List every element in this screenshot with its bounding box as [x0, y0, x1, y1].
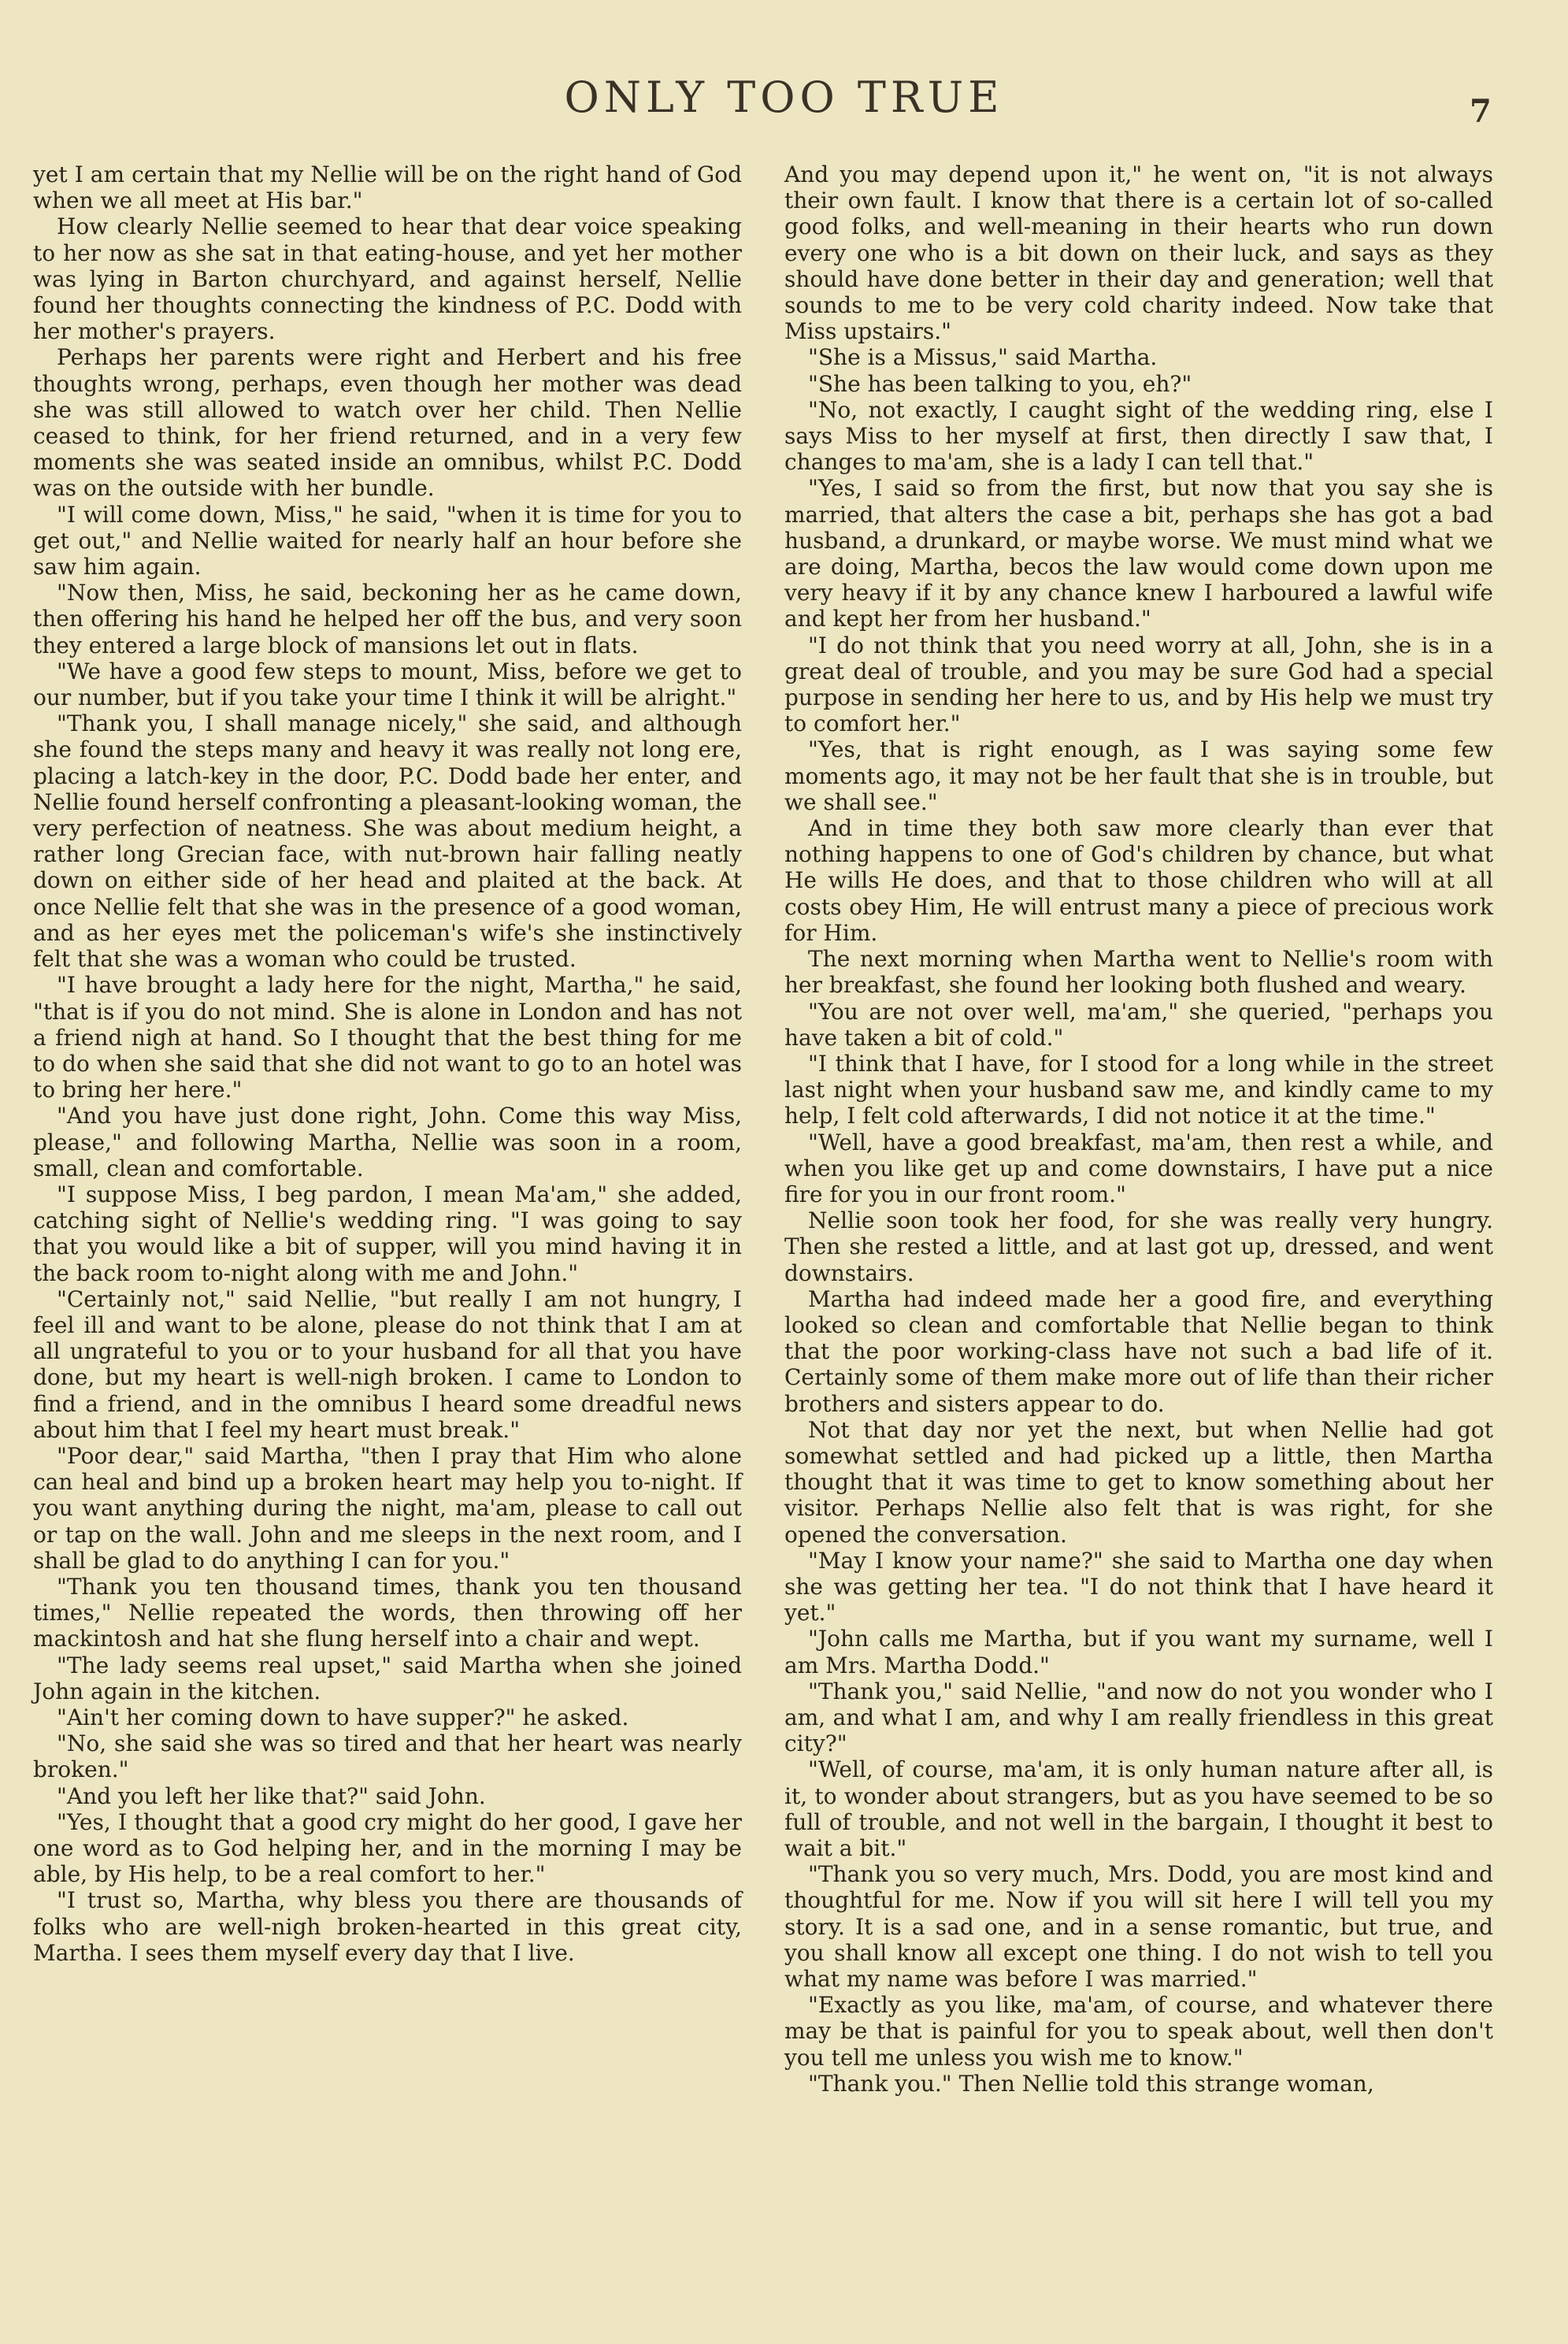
paragraph: "Thank you, I shall manage nicely," she said, and although she found the steps many and heavy it was really not long ere, placing a latch-key in the door, P.C. Dodd bade her enter, and Nellie found herself confronting a pleasant-looking woman, the very perfection of neatness. She was about medium height, a rather long Grecian face, with nut-brown hair falling neatly down on either side of her head and plaited at the back. At once Nellie felt that she was in the presence of a good woman, and as her eyes met the policeman's wife's she instinctively felt that she was a woman who could be trusted.	[33, 710, 742, 973]
paragraph: "You are not over well, ma'am," she queried, "perhaps you have taken a bit of cold."	[784, 998, 1493, 1051]
paragraph: "Exactly as you like, ma'am, of course, and whatever there may be that is painful for you to speak about, well then don't you tell me unless you wish me to know."	[784, 1992, 1493, 2071]
paragraph: "I do not think that you need worry at all, John, she is in a great deal of trouble, and you may be sure God had a special purpose in sending her here to us, and by His help we must try to comfort her."	[784, 632, 1493, 737]
paragraph: Martha had indeed made her a good fire, and everything looked so clean and comfortable that Nellie began to think that the poor working-class have not such a bad life of it. Certainly some of them make more out of life than their richer brothers and sisters appear to do.	[784, 1285, 1493, 1417]
paragraph: "And you have just done right, John. Come this way Miss, please," and following Martha, Nellie was soon in a room, small, clean and comfortable.	[33, 1103, 742, 1181]
paragraph: "May I know your name?" she said to Martha one day when she was getting her tea. "I do not think that I have heard it yet."	[784, 1547, 1493, 1626]
paragraph: "The lady seems real upset," said Martha when she joined John again in the kitchen.	[33, 1652, 742, 1704]
paragraph: "John calls me Martha, but if you want my surname, well I am Mrs. Martha Dodd."	[784, 1626, 1493, 1678]
paragraph: "I trust so, Martha, why bless you there are thousands of folks who are well-nigh broken-hearted in this great city, Martha. I sees them myself every day that I live.	[33, 1887, 742, 1966]
paragraph: yet I am certain that my Nellie will be on the right hand of God when we all meet at His bar."	[33, 161, 742, 214]
paragraph: "Yes, that is right enough, as I was saying some few moments ago, it may not be her fault that she is in trouble, but we shall see."	[784, 736, 1493, 815]
paragraph: And you may depend upon it," he went on, "it is not always their own fault. I know that there is a certain lot of so-called good folks, and well-meaning in their hearts who run down every one who is a bit down on their luck, and says as they should have done better in their day and generation; well that sounds to me to be very cold charity indeed. Now take that Miss upstairs."	[784, 161, 1493, 345]
paragraph: "I think that I have, for I stood for a long while in the street last night when your husband saw me, and kindly came to my help, I felt cold afterwards, I did not notice it at the time."	[784, 1050, 1493, 1129]
paragraph: "I will come down, Miss," he said, "when it is time for you to get out," and Nellie waited for nearly half an hour before she saw him again.	[33, 501, 742, 580]
paragraph: "Well, of course, ma'am, it is only human nature after all, is it, to wonder about strangers, but as you have seemed to be so full of trouble, and not well in the bargain, I thought it best to wait a bit."	[784, 1756, 1493, 1861]
paragraph: The next morning when Martha went to Nellie's room with her breakfast, she found her looking both flushed and weary.	[784, 946, 1493, 999]
paragraph: "And you left her like that?" said John.	[57, 1782, 486, 1809]
paragraph: And in time they both saw more clearly than ever that nothing happens to one of God's children by chance, but what He wills He does, and that to those children who will at all costs obey Him, He will entrust many a piece of precious work for Him.	[784, 815, 1493, 946]
paragraph: "No, not exactly, I caught sight of the wedding ring, else I says Miss to her myself at first, then directly I saw that, I changes to ma'am, she is a lady I can tell that."	[784, 396, 1493, 476]
paragraph: "No, she said she was so tired and that her heart was nearly broken."	[33, 1730, 742, 1783]
paragraph: "Yes, I thought that a good cry might do her good, I gave her one word as to God helping her, and in the morning I may be able, by His help, to be a real comfort to her."	[33, 1808, 742, 1888]
paragraph: "She has been talking to you, eh?"	[808, 370, 1192, 397]
page-number: 7	[1470, 93, 1492, 130]
paragraph: Perhaps her parents were right and Herbert and his free thoughts wrong, perhaps, even though her mother was dead she was still allowed to watch over her child. Then Nellie ceased to think, for her friend returned, and in a very few moments she was seated inside an omnibus, whilst P.C. Dodd was on the outside with her bundle.	[33, 344, 742, 502]
paragraph: Nellie soon took her food, for she was really very hungry. Then she rested a little, and at last got up, dressed, and went downstairs.	[784, 1207, 1493, 1286]
paragraph: How clearly Nellie seemed to hear that dear voice speaking to her now as she sat in that eating-house, and yet her mother was lying in Barton churchyard, and against herself, Nellie found her thoughts connecting the kindness of P.C. Dodd with her mother's prayers.	[33, 213, 742, 345]
paragraph: "Thank you." Then Nellie told this strange woman,	[808, 2070, 1374, 2097]
paragraph: "We have a good few steps to mount, Miss, before we get to our number, but if you take your time I think it will be alright."	[33, 658, 742, 711]
paragraph: Not that day nor yet the next, but when Nellie had got somewhat settled and had picked up a little, then Martha thought that it was time to get to know something about her visitor. Perhaps Nellie also felt that is was right, for she opened the conversation.	[784, 1416, 1493, 1548]
paragraph: "Thank you," said Nellie, "and now do not you wonder who I am, and what I am, and why I am really friendless in this great city?"	[784, 1678, 1493, 1757]
paragraph: "Yes, I said so from the first, but now that you say she is married, that alters the case a bit, perhaps she has got a bad husband, a drunkard, or maybe worse. We must mind what we are doing, Martha, becos the law would come down upon me very heavy if it by any chance knew I harboured a lawful wife and kept her from her husband."	[784, 475, 1493, 632]
right-column	[784, 161, 1493, 2097]
paragraph: "Poor dear," said Martha, "then I pray that Him who alone can heal and bind up a broken heart may help you to-night. If you want anything during the night, ma'am, please to call out or tap on the wall. John and me sleeps in the next room, and I shall be glad to do anything I can for you."	[33, 1442, 742, 1574]
paragraph: "I suppose Miss, I beg pardon, I mean Ma'am," she added, catching sight of Nellie's wedding ring. "I was going to say that you would like a bit of supper, will you mind having it in the back room to-night along with me and John."	[33, 1181, 742, 1286]
paragraph: "Certainly not," said Nellie, "but really I am not hungry, I feel ill and want to be alone, please do not think that I am at all ungrateful to you or to your husband for all that you have done, but my heart is well-nigh broken. I came to London to find a friend, and in the omnibus I heard some dreadful news about him that I feel my heart must break."	[33, 1285, 742, 1443]
paragraph: "Thank you ten thousand times, thank you ten thousand times," Nellie repeated the words, then throwing off her mackintosh and hat she flung herself into a chair and wept.	[33, 1573, 742, 1652]
paragraph: "Well, have a good breakfast, ma'am, then rest a while, and when you like get up and come downstairs, I have put a nice fire for you in our front room."	[784, 1129, 1493, 1207]
left-column	[33, 161, 742, 1966]
paragraph: "I have brought a lady here for the night, Martha," he said, "that is if you do not mind. She is alone in London and has not a friend nigh at hand. So I thought that the best thing for me to do when she said that she did not want to go to an hotel was to bring her here."	[33, 972, 742, 1103]
running-head-title: ONLY TOO TRUE	[564, 72, 1004, 122]
paragraph: "She is a Missus," said Martha.	[808, 344, 1158, 371]
paragraph: "Now then, Miss, he said, beckoning her as he came down, then offering his hand he helped her off the bus, and very soon they entered a large block of mansions let out in flats.	[33, 580, 742, 658]
paragraph: "Thank you so very much, Mrs. Dodd, you are most kind and thoughtful for me. Now if you will sit here I will tell you my story. It is a sad one, and in a sense romantic, but true, and you shall know all except one thing. I do not wish to tell you what my name was before I was married."	[784, 1861, 1493, 1993]
paragraph: "Ain't her coming down to have supper?" he asked.	[57, 1704, 629, 1730]
